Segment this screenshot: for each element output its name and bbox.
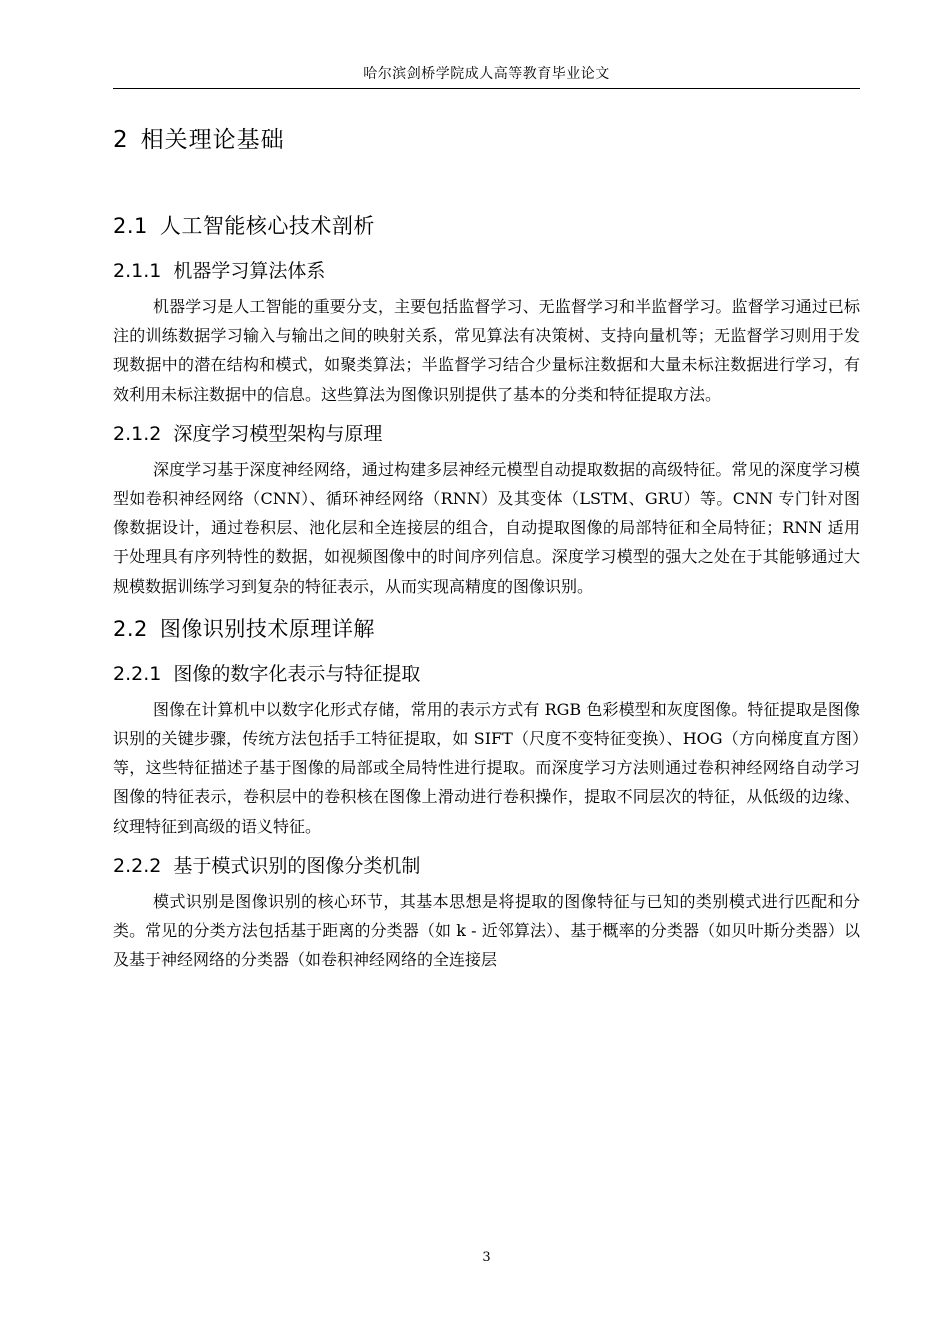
header-rule [113, 88, 860, 89]
subsection-number: 2.1.2 [113, 422, 162, 445]
page-content [113, 118, 860, 978]
chapter-number: 2 [113, 127, 129, 153]
subsection-heading-2-2-2 [113, 845, 860, 887]
paragraph-2-1-1: 机器学习是人工智能的重要分支，主要包括监督学习、无监督学习和半监督学习。监督学习通过已标注的训练数据学习输入与输出之间的映射关系，常见算法有决策树、支持向量机等；无监督学习则用于发现数据中的潜在结构和模式，如聚类算法；半监督学习结合少量标注数据和大量未标注数据进行学习，有效利用未标注数据中的信息。这些算法为图像识别提供了基本的分类和特征提取方法。 [113, 297, 860, 404]
section-title: 图像识别技术原理详解 [159, 616, 375, 641]
chapter-title: 相关理论基础 [140, 127, 285, 153]
subsection-heading-2-1-2 [113, 413, 860, 455]
page-number: 3 [482, 1250, 491, 1265]
section-number: 2.2 [113, 616, 148, 641]
subsection-title: 机器学习算法体系 [173, 260, 326, 282]
section-number: 2.1 [113, 214, 148, 238]
subsection-title: 基于模式识别的图像分类机制 [173, 854, 421, 877]
subsection-title: 图像的数字化表示与特征提取 [173, 662, 421, 685]
subsection-number: 2.1.1 [113, 260, 162, 282]
section-heading-2-1 [113, 202, 860, 250]
subsection-number: 2.2.1 [113, 662, 162, 685]
subsection-title: 深度学习模型架构与原理 [173, 422, 383, 445]
section-heading-2-2 [113, 605, 860, 653]
chapter-heading [113, 118, 860, 162]
paragraph-2-2-2: 模式识别是图像识别的核心环节，其基本思想是将提取的图像特征与已知的类别模式进行匹配和分类。常见的分类方法包括基于距离的分类器（如 k - 近邻算法）、基于概率的分类器（如贝叶斯分类器）以及基于神经网络的分类器（如卷积神经网络的全连接层 [113, 891, 860, 970]
subsection-heading-2-1-1 [113, 250, 860, 292]
section-title: 人工智能核心技术剖析 [159, 214, 375, 238]
paragraph-2-2-1: 图像在计算机中以数字化形式存储，常用的表示方式有 RGB 色彩模型和灰度图像。特征提取是图像识别的关键步骤，传统方法包括手工特征提取，如 SIFT（尺度不变特征变换）、HOG（方向梯度直方图）等，这些特征描述子基于图像的局部或全局特性进行提取。而深度学习方法则通过卷积神经网络自动学习图像的特征表示，卷积层中的卷积核在图像上滑动进行卷积操作，提取不同层次的特征，从低级的边缘、纹理特征到高级的语义特征。 [113, 699, 860, 836]
subsection-heading-2-2-1 [113, 653, 860, 695]
subsection-number: 2.2.2 [113, 854, 162, 877]
running-header: 哈尔滨剑桥学院成人高等教育毕业论文 [363, 66, 610, 82]
paragraph-2-1-2: 深度学习基于深度神经网络，通过构建多层神经元模型自动提取数据的高级特征。常见的深度学习模型如卷积神经网络（CNN）、循环神经网络（RNN）及其变体（LSTM、GRU）等。CNN 专门针对图像数据设计，通过卷积层、池化层和全连接层的组合，自动提取图像的局部特征和全局特征；RNN 适用于处理具有序列特性的数据，如视频图像中的时间序列信息。深度学习模型的强大之处在于其能够通过大规模数据训练学习到复杂的特征表示，从而实现高精度的图像识别。 [113, 459, 860, 596]
